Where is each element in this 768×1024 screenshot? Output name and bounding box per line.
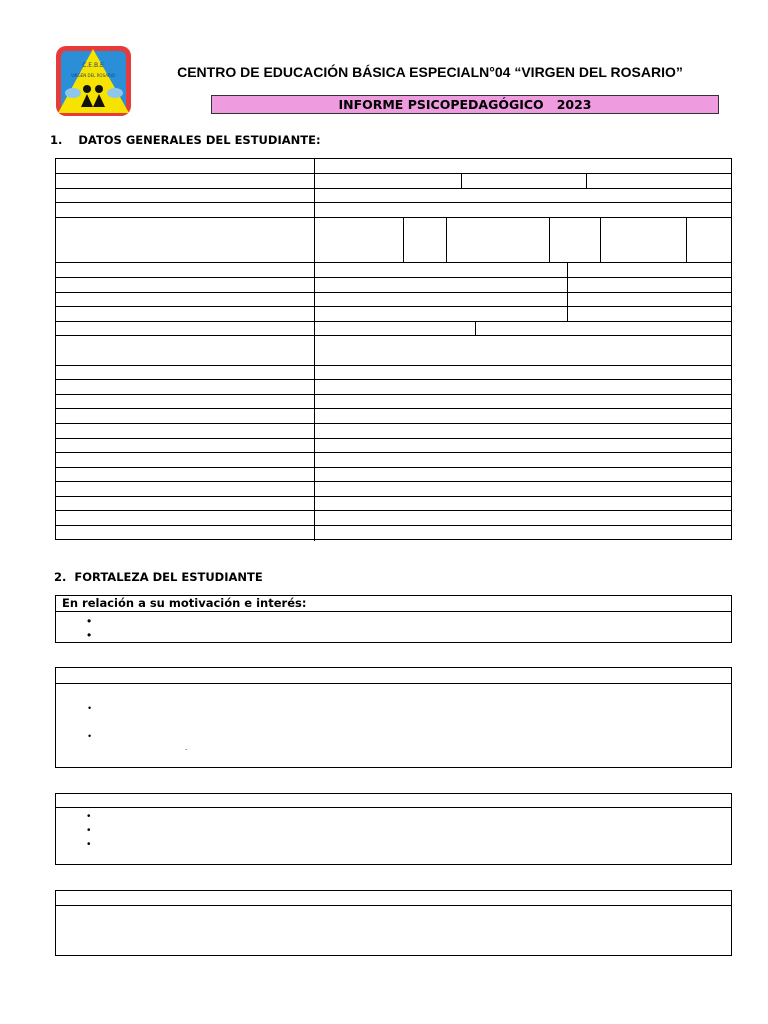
table-row-line — [56, 438, 731, 439]
general-data-table — [55, 158, 732, 540]
table-row-line — [56, 277, 731, 278]
table-row-line — [56, 467, 731, 468]
section-1-title: 1. DATOS GENERALES DEL ESTUDIANTE: — [50, 133, 321, 147]
strength-box-4 — [55, 890, 732, 956]
strength-box-3 — [55, 793, 732, 865]
table-row-line — [56, 379, 731, 380]
table-row-line — [56, 365, 731, 366]
table-cell-divider — [446, 217, 447, 262]
table-cell-divider — [600, 217, 601, 262]
table-cell-divider — [686, 217, 687, 262]
table-row-line — [56, 510, 731, 511]
table-cell-divider — [403, 217, 404, 262]
table-cell-divider — [549, 217, 550, 262]
table-row-line — [56, 173, 731, 174]
table-row-line — [56, 408, 731, 409]
table-row-line — [56, 217, 731, 218]
bullet: • — [88, 703, 92, 713]
table-row-line — [56, 262, 731, 263]
table-row-line — [56, 292, 731, 293]
table-row-line — [56, 452, 731, 453]
table-row-line — [56, 321, 731, 322]
table-cell-divider — [586, 173, 587, 188]
table-cell-divider — [567, 262, 568, 321]
section-2-title: 2. FORTALEZA DEL ESTUDIANTE — [54, 570, 263, 584]
bullet: • — [87, 614, 92, 628]
bullet: • — [87, 825, 91, 836]
bullet: • — [87, 628, 92, 642]
motivation-box — [55, 595, 732, 643]
box-header-line — [56, 683, 731, 684]
table-row-line — [56, 335, 731, 336]
school-title: CENTRO DE EDUCACIÓN BÁSICA ESPECIALN°04 “VIRGEN DEL ROSARIO” — [177, 64, 683, 80]
table-row-line — [56, 188, 731, 189]
table-row-line — [56, 306, 731, 307]
logo-text-top: C.E.B.E — [82, 62, 104, 69]
box-header-line — [56, 807, 731, 808]
small-dot: . — [185, 743, 188, 752]
table-row-line — [56, 202, 731, 203]
table-row-line — [56, 394, 731, 395]
school-logo — [55, 45, 132, 117]
table-row-line — [56, 423, 731, 424]
table-cell-divider — [461, 173, 462, 188]
logo-text-arc: VIRGEN DEL ROSARIO — [70, 73, 116, 78]
bullet: • — [87, 839, 91, 850]
motivation-box-heading: En relación a su motivación e interés: — [56, 596, 731, 612]
table-cell-divider — [475, 321, 476, 335]
table-row-line — [56, 525, 731, 526]
table-row-line — [56, 496, 731, 497]
bullet: • — [88, 731, 92, 741]
box-header-line — [56, 905, 731, 906]
report-title-banner: INFORME PSICOPEDAGÓGICO 2023 — [211, 95, 719, 114]
strength-box-2 — [55, 667, 732, 768]
bullet: • — [87, 811, 91, 822]
table-row-line — [56, 481, 731, 482]
